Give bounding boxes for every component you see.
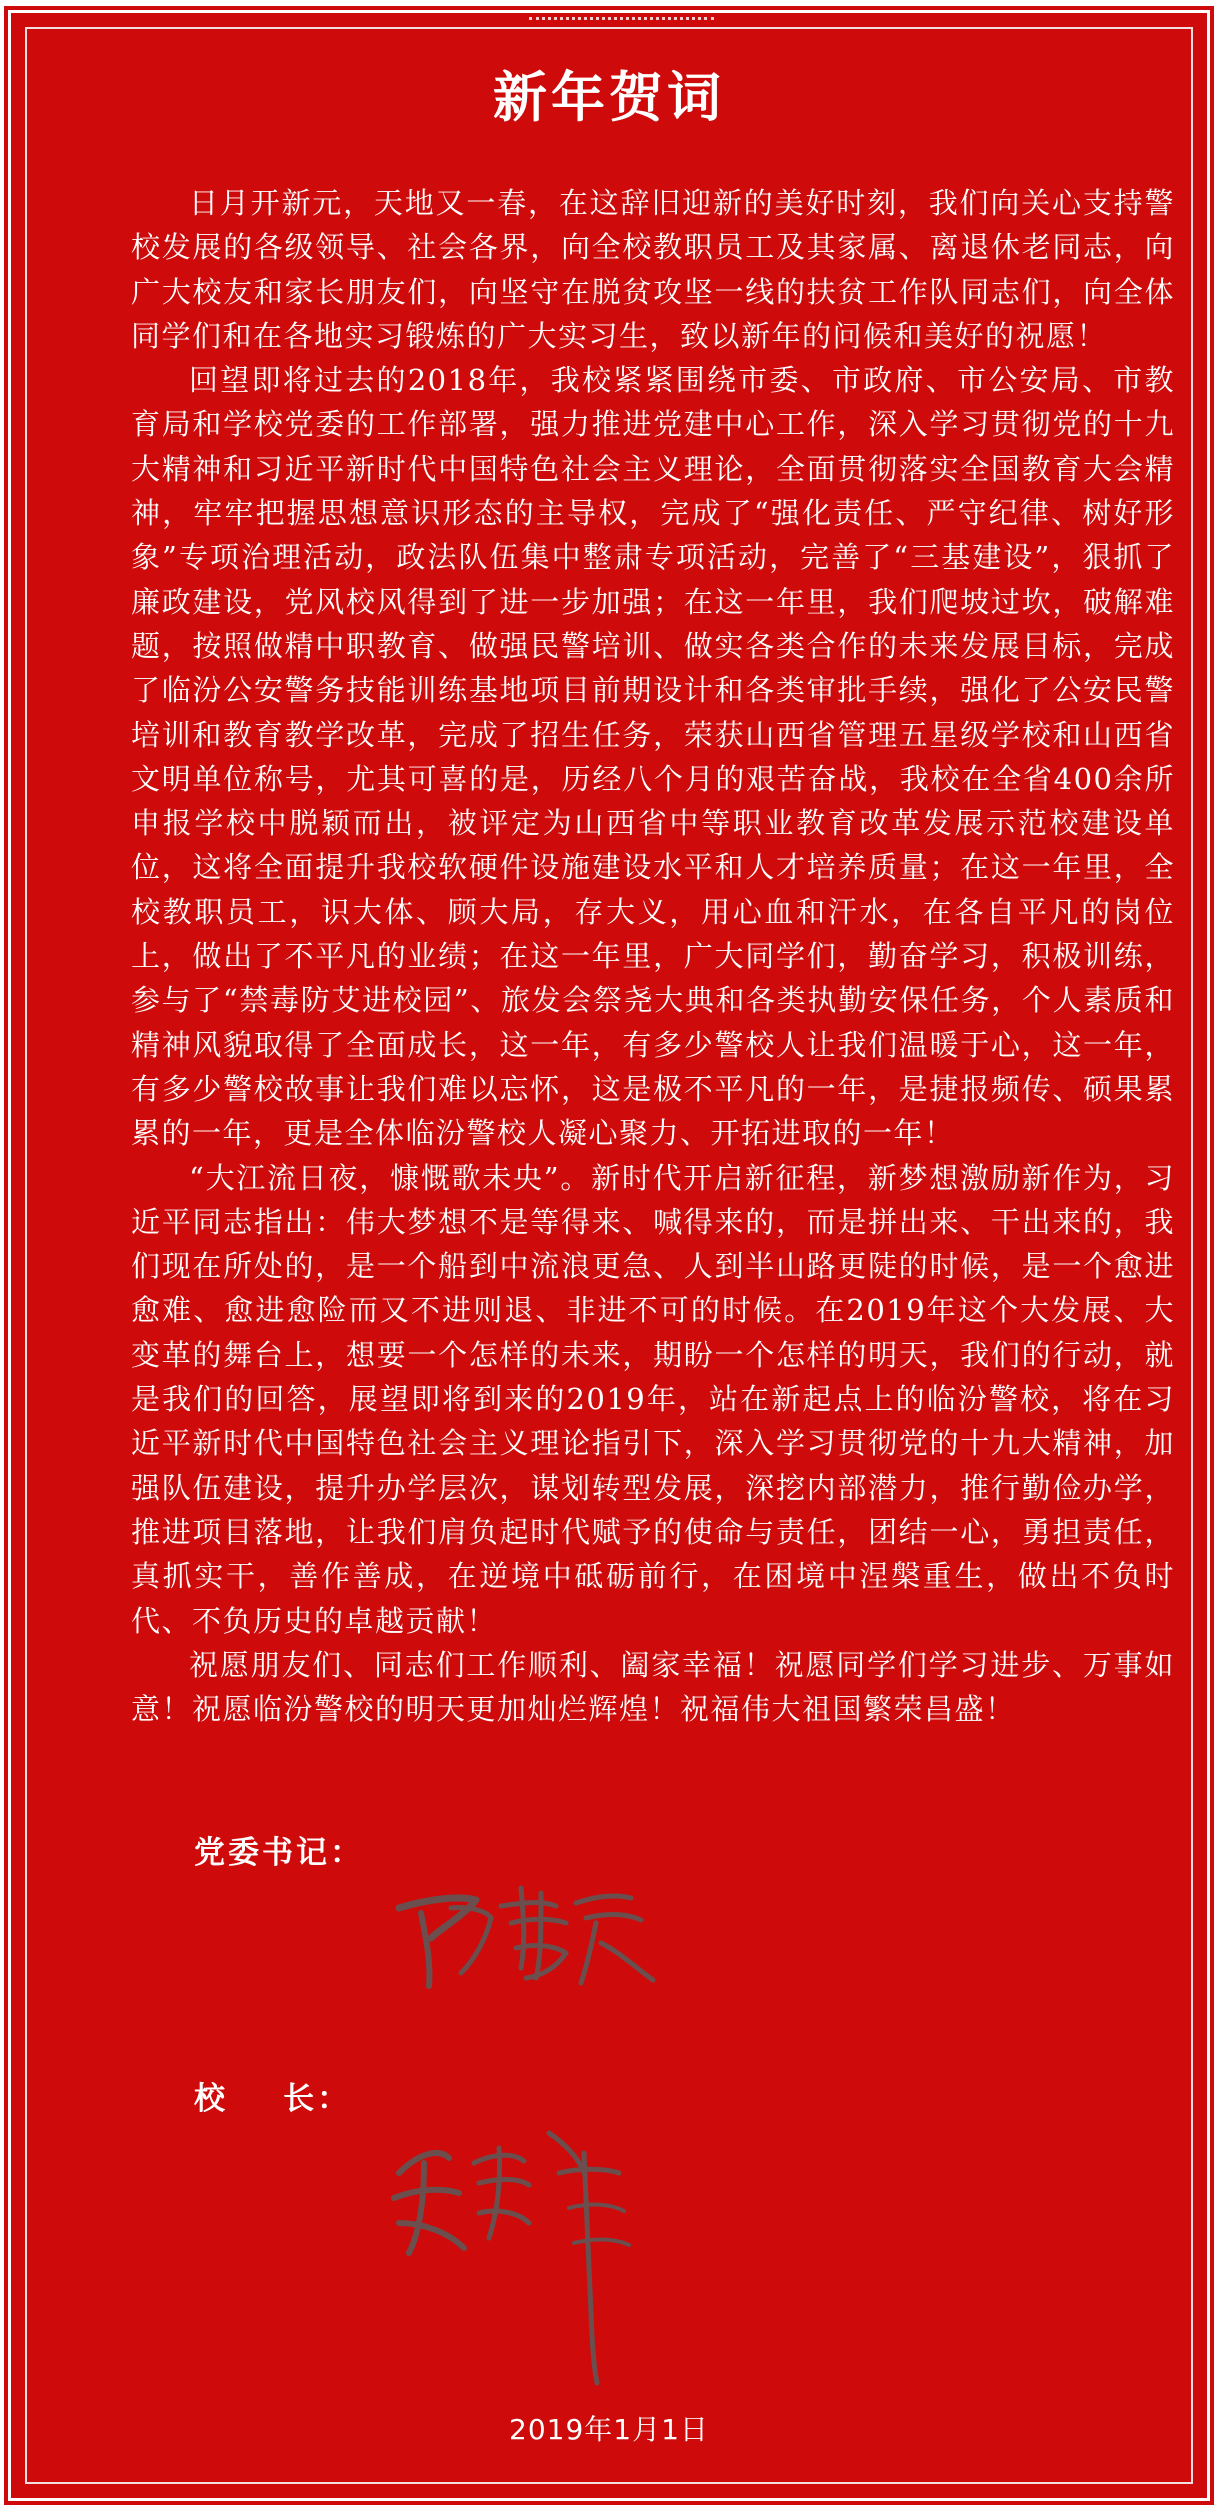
paragraph-3: “大江流日夜，慷慨歌未央”。新时代开启新征程，新梦想激励新作为，习近平同志指出：伟大梦想不是等得来、喊得来的，而是拼出来、干出来的，我们现在所处的，是一个船到中流浪更急、人到半山路更陡的时候，是一个愈进愈难、愈进愈险而又不进则退、非进不可的时候。在2019年这个大发展、大变革的舞台上，想要一个怎样的未来，期盼一个怎样的明天，我们的行动，就是我们的回答，展望即将到来的2019年，站在新起点上的临汾警校，将在习近平新时代中国特色社会主义理论指引下，深入学习贯彻党的十九大精神，加强队伍建设，提升办学层次，谋划转型发展，深挖内部潜力，推行勤俭办学，推进项目落地，让我们肩负起时代赋予的使命与责任，团结一心，勇担责任，真抓实干，善作善成，在逆境中砥砺前行，在困境中涅槃重生，做出不负时代、不负历史的卓越贡献！	[131, 1160, 1175, 1638]
paragraph-4: 祝愿朋友们、同志们工作顺利、阖家幸福！祝愿同学们学习进步、万事如意！祝愿临汾警校的明天更加灿烂辉煌！祝福伟大祖国繁荣昌盛！	[131, 1647, 1175, 1727]
letter-date: 2019年1月1日	[509, 2413, 709, 2446]
paragraph-2: 回望即将过去的2018年，我校紧紧围绕市委、市政府、市公安局、市教育局和学校党委的工作部署，强力推进党建中心工作，深入学习贯彻党的十九大精神和习近平新时代中国特色社会主义理论，全面贯彻落实全国教育大会精神，牢牢把握思想意识形态的主导权，完成了“强化责任、严守纪律、树好形象”专项治理活动，政法队伍集中整肃专项活动，完善了“三基建设”，狠抓了廉政建设，党风校风得到了进一步加强；在这一年里，我们爬坡过坎，破解难题，按照做精中职教育、做强民警培训、做实各类合作的未来发展目标，完成了临汾公安警务技能训练基地项目前期设计和各类审批手续，强化了公安民警培训和教育教学改革，完成了招生任务，荣获山西省管理五星级学校和山西省文明单位称号，尤其可喜的是，历经八个月的艰苦奋战，我校在全省400余所申报学校中脱颖而出，被评定为山西省中等职业教育改革发展示范校建设单位，这将全面提升我校软硬件设施建设水平和人才培养质量；在这一年里，全校教职员工，识大体、顾大局，存大义，用心血和汗水，在各自平凡的岗位上，做出了不平凡的业绩；在这一年里，广大同学们，勤奋学习，积极训练，参与了“禁毒防艾进校园”、旅发会祭尧大典和各类执勤安保任务，个人素质和精神风貌取得了全面成长，这一年，有多少警校人让我们温暖于心，这一年，有多少警校故事让我们难以忘怀，这是极不平凡的一年，是捷报频传、硕果累累的一年，更是全体临汾警校人凝心聚力、开拓进取的一年！	[131, 363, 1175, 1151]
party-secretary-label: 党委书记：	[194, 1835, 364, 1871]
principal-signature	[379, 2113, 649, 2393]
greeting-card	[8, 10, 1210, 2501]
paragraph-1: 日月开新元，天地又一春，在这辞旧迎新的美好时刻，我们向关心支持警校发展的各级领导、社会各界，向全校教职员工及其家属、离退休老同志，向广大校友和家长朋友们，向坚守在脱贫攻坚一线的扶贫工作队同志们，向全体同学们和在各地实习锻炼的广大实习生，致以新年的问候和美好的祝愿！	[131, 186, 1175, 353]
principal-label: 校 长：	[194, 2081, 352, 2117]
party-secretary-signature	[391, 1868, 661, 1998]
page-title: 新年贺词	[493, 66, 725, 129]
decorative-dots	[529, 17, 714, 24]
letter-body	[131, 181, 1175, 1731]
